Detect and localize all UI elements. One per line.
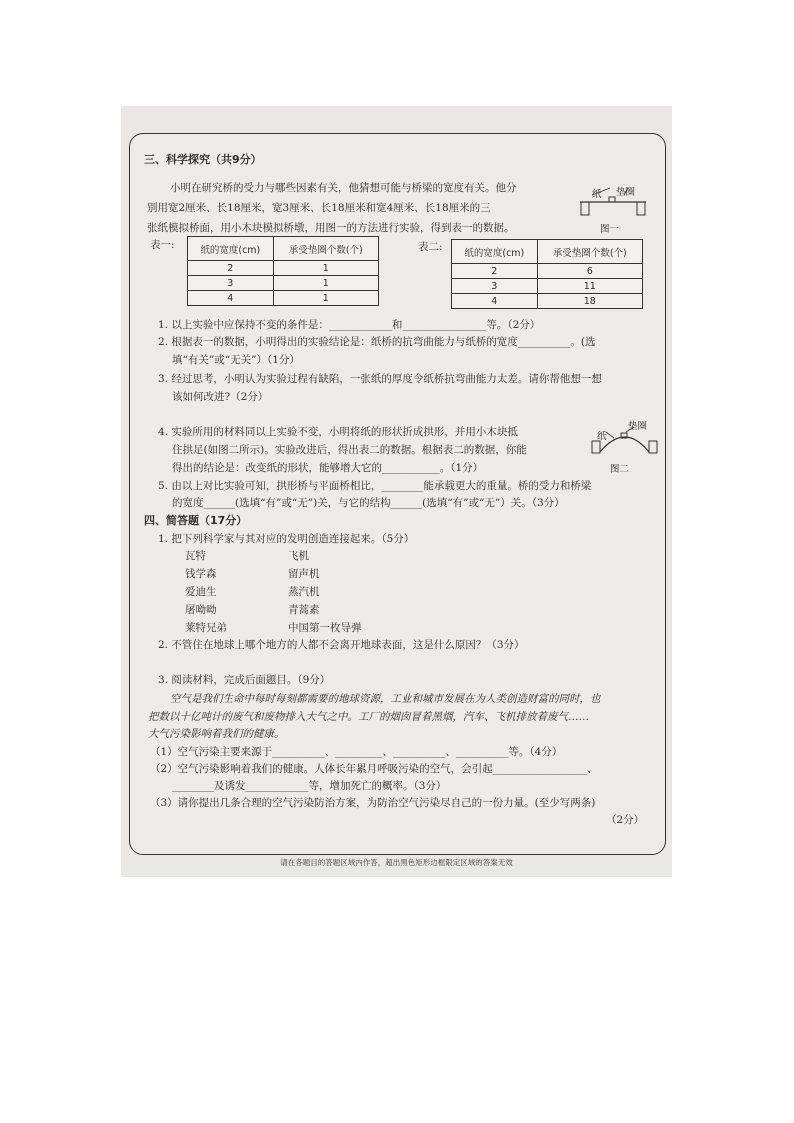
table1-cell: 1 <box>273 276 378 291</box>
table1-cell: 4 <box>188 291 274 306</box>
table1-cell: 1 <box>273 261 378 276</box>
s4-question-3: 3. 阅读材料，完成后面题目。（9分） <box>158 674 331 686</box>
sub-question-2-line-1: （2）空气污染影响着我们的健康。人体长年累月呼吸污染的空气，会引起__________________、 <box>150 763 598 775</box>
s3-question-5-line-2: 的宽度______(选填“有”或“无”)关，与它的结构______(选填“有”或“无”）关。（3分） <box>172 497 565 509</box>
fig1-paper-label: 纸 <box>592 189 602 200</box>
sub-question-3-line-2: （2分） <box>606 814 645 826</box>
section4-heading: 四、简答题（17分） <box>144 514 248 527</box>
s3-question-2-line-1: 2. 根据表一的数据，小明得出的实验结论是：纸桥的抗弯曲能力与纸桥的宽度__________。(选 <box>158 336 596 348</box>
table2-cell: 11 <box>537 279 642 294</box>
intro-line-2: 别用宽2厘米、长18厘米，宽3厘米、长18厘米和宽4厘米、长18厘米的三 <box>147 202 491 214</box>
figure-2 <box>590 418 660 474</box>
s3-question-3-line-2: 该如何改进?（2分） <box>172 391 269 403</box>
table-2 <box>451 239 643 309</box>
scientist-item: 钱学森 <box>185 568 217 580</box>
sub-question-3-line-1: （3）请你提出几条合理的空气污染防治方案，为防治空气污染尽自己的一份力量。(至少写两条) <box>150 797 596 809</box>
figure-1 <box>578 183 648 233</box>
invention-item: 青蒿素 <box>288 604 320 616</box>
table1-header-count: 承受垫圈个数(个) <box>273 237 378 261</box>
scientist-item: 莱特兄弟 <box>185 622 227 634</box>
s4-question-1: 1. 把下列科学家与其对应的发明创造连接起来。（5分） <box>158 533 415 545</box>
s3-question-3-line-1: 3. 经过思考，小明认为实验过程有缺陷，一张纸的厚度令纸桥抗弯曲能力太差。请你帮他想一想 <box>158 373 602 385</box>
passage-line-2: 把数以十亿吨计的废气和废物排入大气之中。工厂的烟囱冒着黑烟，汽车、飞机排放着废气…… <box>148 711 589 723</box>
fig2-caption: 图二 <box>610 464 630 475</box>
s3-question-4-line-2: 住拱足(如图二所示)。实验改进后，得出表二的数据。根据表二的数据，你能 <box>172 444 527 456</box>
table2-header-width: 纸的宽度(cm) <box>452 240 538 264</box>
invention-item: 蒸汽机 <box>288 586 320 598</box>
s3-question-1: 1. 以上实验中应保持不变的条件是：____________和________________等。（2分） <box>158 319 541 331</box>
table1-cell: 1 <box>273 291 378 306</box>
table1-cell: 2 <box>188 261 274 276</box>
table2-header-count: 承受垫圈个数(个) <box>537 240 642 264</box>
passage-line-3: 大气污染影响着我们的健康。 <box>148 728 285 740</box>
invention-item: 留声机 <box>288 568 320 580</box>
invention-item: 飞机 <box>288 550 309 562</box>
s4-question-2: 2. 不管住在地球上哪个地方的人都不会离开地球表面，这是什么原因？（3分） <box>158 639 525 651</box>
table1-label: 表一: <box>150 239 175 251</box>
bottom-notice: 请在各题目的答题区域内作答，超出黑色矩形边框限定区域的答案无效 <box>280 858 513 867</box>
s3-question-5-line-1: 5. 由以上对比实验可知，拱形桥与平面桥相比，________能承载更大的重量。桥的受力和桥梁 <box>158 480 592 492</box>
fig1-washer-label: 垫圈 <box>616 187 636 198</box>
intro-line-3: 张纸模拟桥面，用小木块模拟桥墩，用图一的方法进行实验，得到表一的数据。 <box>147 222 515 234</box>
s3-question-4-line-3: 得出的结论是：改变纸的形状，能够增大它的___________。（1分） <box>172 462 484 474</box>
section3-heading: 三、科学探究（共9分） <box>144 153 262 166</box>
fig2-washer-label: 垫圈 <box>628 421 648 432</box>
scientist-item: 爱迪生 <box>185 586 217 598</box>
table2-cell: 4 <box>452 294 538 309</box>
invention-item: 中国第一枚导弹 <box>288 622 362 634</box>
flat-bridge-diagram <box>578 183 648 217</box>
table2-cell: 18 <box>537 294 642 309</box>
s3-question-4-line-1: 4. 实验所用的材料同以上实验不变，小明将纸的形状折成拱形，并用小木块抵 <box>158 426 518 438</box>
table2-cell: 6 <box>537 264 642 279</box>
table1-cell: 3 <box>188 276 274 291</box>
table-1 <box>187 236 379 306</box>
fig1-caption: 图一 <box>600 224 620 235</box>
fig2-paper-label: 纸 <box>597 431 607 442</box>
sub-question-2-line-2: ________及诱发____________等，增加死亡的概率。（3分） <box>172 780 447 792</box>
table2-label: 表二: <box>418 241 443 253</box>
table1-header-width: 纸的宽度(cm) <box>188 237 274 261</box>
table2-cell: 3 <box>452 279 538 294</box>
s3-question-2-line-2: 填“有关”或“无关”）（1分） <box>172 354 300 366</box>
scientist-item: 屠呦呦 <box>185 604 217 616</box>
scientist-item: 瓦特 <box>185 550 206 562</box>
passage-line-1: 空气是我们生命中每时每刻都需要的地球资源，工业和城市发展在为人类创造财富的同时，也 <box>170 693 601 705</box>
sub-question-1: （1）空气污染主要来源于__________、_________、__________、__________等。（4分） <box>150 746 563 758</box>
table2-cell: 2 <box>452 264 538 279</box>
intro-line-1: 小明在研究桥的受力与哪些因素有关，他猜想可能与桥梁的宽度有关。他分 <box>170 182 517 194</box>
